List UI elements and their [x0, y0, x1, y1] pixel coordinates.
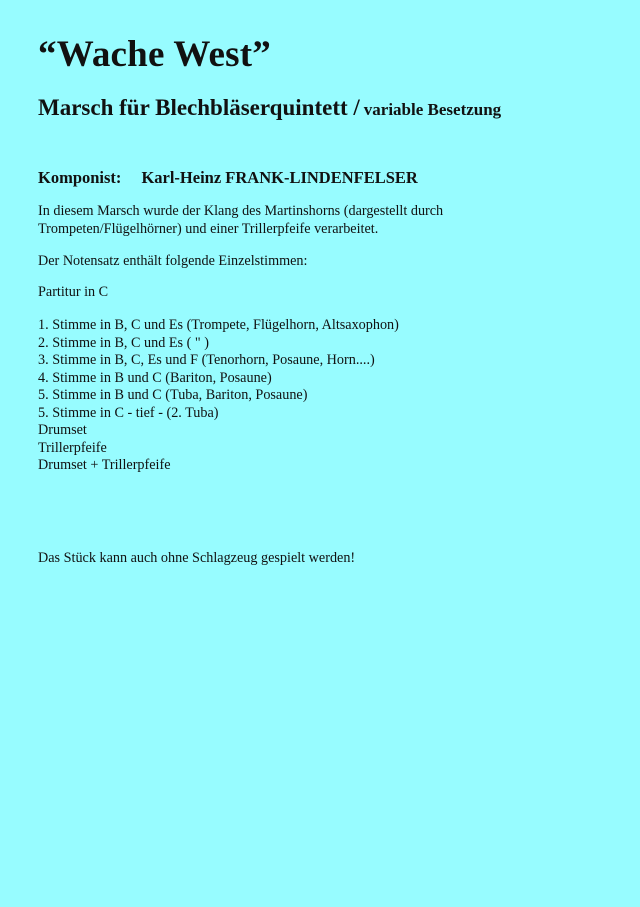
subtitle-main: Marsch für Blechbläserquintett / [38, 95, 360, 120]
intro-paragraph [38, 203, 443, 238]
list-item: Drumset + Trillerpfeife [38, 457, 171, 473]
partitur-text: Partitur in C [38, 284, 109, 300]
list-item: 5. Stimme in C - tief - (2. Tuba) [38, 404, 219, 421]
list-item: 5. Stimme in B und C (Tuba, Bariton, Posaune) [38, 387, 308, 403]
composer-line [38, 170, 418, 187]
stimmen-list [38, 317, 399, 475]
list-item: 3. Stimme in B, C, Es und F (Tenorhorn, Posaune, Horn....) [38, 352, 375, 368]
list-item: Drumset [38, 422, 87, 438]
document-subtitle [38, 96, 501, 119]
list-item: 1. Stimme in B, C und Es (Trompete, Flügelhorn, Altsaxophon) [38, 317, 399, 333]
intro-line-2: Trompeten/Flügelhörner) und einer Trillerpfeife verarbeitet. [38, 220, 379, 237]
list-item: 2. Stimme in B, C und Es ( " ) [38, 334, 209, 351]
notensatz-text: Der Notensatz enthält folgende Einzelstimmen: [38, 253, 308, 269]
composer-label: Komponist: [38, 168, 122, 187]
intro-line-1: In diesem Marsch wurde der Klang des Martinshorns (dargestellt durch [38, 203, 444, 219]
list-item: Trillerpfeife [38, 439, 107, 456]
footer-note: Das Stück kann auch ohne Schlagzeug gespielt werden! [38, 550, 356, 566]
document-title: “Wache West” [38, 34, 271, 75]
composer-name: Karl-Heinz FRANK-LINDENFELSER [141, 168, 418, 187]
subtitle-variant: variable Besetzung [363, 100, 502, 119]
list-item: 4. Stimme in B und C (Bariton, Posaune) [38, 369, 272, 386]
